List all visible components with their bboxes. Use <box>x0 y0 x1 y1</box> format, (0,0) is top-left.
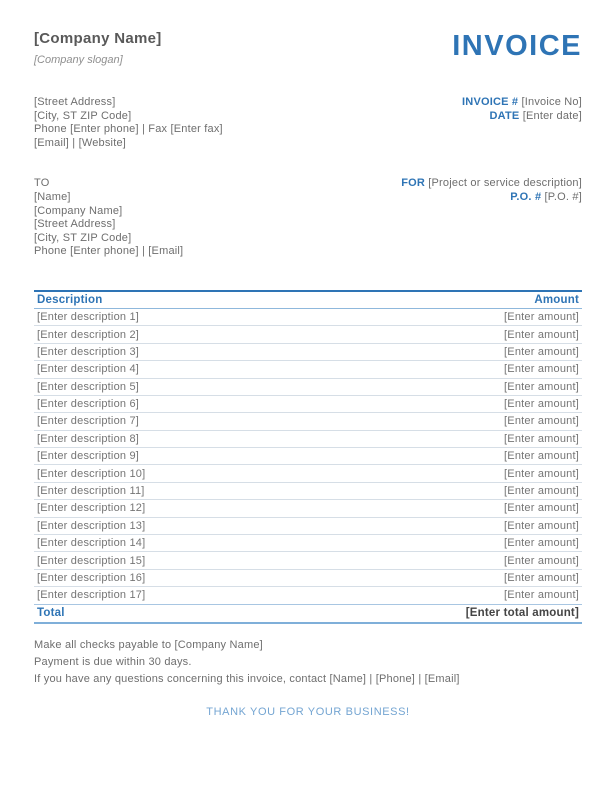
table-row <box>34 518 582 535</box>
description-cell[interactable]: [Enter description 9] <box>37 450 140 463</box>
table-row <box>34 570 582 587</box>
description-cell[interactable]: [Enter description 4] <box>37 363 140 376</box>
company-phone-fax[interactable]: Phone [Enter phone] | Fax [Enter fax] <box>34 123 223 136</box>
table-row <box>34 431 582 448</box>
description-cell[interactable]: [Enter description 15] <box>37 554 146 567</box>
invoice-date-value[interactable]: [Enter date] <box>522 109 582 122</box>
description-cell[interactable]: [Enter description 7] <box>37 415 140 428</box>
po-number-label: P.O. # <box>510 190 545 203</box>
company-street-address[interactable]: [Street Address] <box>34 96 116 108</box>
description-column-header: Description <box>37 293 103 306</box>
amount-cell[interactable]: [Enter amount] <box>504 467 579 480</box>
description-cell[interactable]: [Enter description 2] <box>37 328 140 341</box>
amount-cell[interactable]: [Enter amount] <box>504 450 579 463</box>
table-row <box>34 465 582 482</box>
po-number-value[interactable]: [P.O. #] <box>544 190 582 203</box>
bill-to-heading: TO <box>34 177 50 190</box>
amount-cell[interactable]: [Enter amount] <box>504 589 579 602</box>
document-title: INVOICE <box>452 30 582 62</box>
description-cell[interactable]: [Enter description 17] <box>37 589 146 602</box>
description-cell[interactable]: [Enter description 12] <box>37 502 146 515</box>
page-header <box>34 30 582 66</box>
invoice-date-line <box>462 110 582 124</box>
amount-column-header: Amount <box>534 293 579 306</box>
invoice-meta-block <box>462 96 582 150</box>
table-row <box>34 361 582 378</box>
amount-cell[interactable]: [Enter amount] <box>504 380 579 393</box>
company-name[interactable]: [Company Name] <box>34 30 162 47</box>
table-header-row <box>34 292 582 309</box>
total-row <box>34 605 582 624</box>
amount-cell[interactable]: [Enter amount] <box>504 398 579 411</box>
amount-cell[interactable]: [Enter amount] <box>504 363 579 376</box>
description-cell[interactable]: [Enter description 14] <box>37 537 146 550</box>
amount-cell[interactable]: [Enter amount] <box>504 519 579 532</box>
company-email-website[interactable]: [Email] | [Website] <box>34 136 127 149</box>
checks-payable-line: Make all checks payable to [Company Name] <box>34 638 263 651</box>
invoice-table-body <box>34 309 582 605</box>
billto-project-block <box>34 177 582 259</box>
table-row <box>34 379 582 396</box>
amount-cell[interactable]: [Enter amount] <box>504 328 579 341</box>
company-contact-block <box>34 96 223 150</box>
table-row <box>34 344 582 361</box>
table-row <box>34 552 582 569</box>
description-cell[interactable]: [Enter description 1] <box>37 311 140 324</box>
invoice-number-line <box>462 96 582 110</box>
description-cell[interactable]: [Enter description 8] <box>37 432 140 445</box>
description-cell[interactable]: [Enter description 16] <box>37 571 146 584</box>
amount-cell[interactable]: [Enter amount] <box>504 432 579 445</box>
project-meta-block <box>401 177 582 259</box>
table-row <box>34 535 582 552</box>
project-for-value[interactable]: [Project or service description] <box>428 177 582 190</box>
amount-cell[interactable]: [Enter amount] <box>504 311 579 324</box>
table-row <box>34 448 582 465</box>
bill-to-phone-email[interactable]: Phone [Enter phone] | [Email] <box>34 245 184 258</box>
table-row <box>34 483 582 500</box>
table-row <box>34 309 582 326</box>
invoice-number-value[interactable]: [Invoice No] <box>521 96 582 108</box>
payment-terms-block <box>34 637 582 688</box>
bill-to-company[interactable]: [Company Name] <box>34 204 123 217</box>
description-cell[interactable]: [Enter description 5] <box>37 380 140 393</box>
description-cell[interactable]: [Enter description 13] <box>37 519 146 532</box>
thank-you-message: THANK YOU FOR YOUR BUSINESS! <box>206 705 410 718</box>
payment-due-line: Payment is due within 30 days. <box>34 655 192 668</box>
table-row <box>34 396 582 413</box>
company-identity <box>34 30 162 66</box>
amount-cell[interactable]: [Enter amount] <box>504 485 579 498</box>
amount-cell[interactable]: [Enter amount] <box>504 502 579 515</box>
table-row <box>34 500 582 517</box>
table-row <box>34 326 582 343</box>
amount-cell[interactable]: [Enter amount] <box>504 554 579 567</box>
amount-cell[interactable]: [Enter amount] <box>504 415 579 428</box>
line-items-table <box>34 290 582 624</box>
description-cell[interactable]: [Enter description 6] <box>37 398 140 411</box>
table-row <box>34 587 582 604</box>
invoice-date-label: DATE <box>489 109 523 122</box>
description-cell[interactable]: [Enter description 10] <box>37 467 146 480</box>
contact-meta-block <box>34 96 582 150</box>
amount-cell[interactable]: [Enter amount] <box>504 345 579 358</box>
invoice-number-label: INVOICE # <box>462 96 522 108</box>
description-cell[interactable]: [Enter description 3] <box>37 345 140 358</box>
total-amount-value[interactable]: [Enter total amount] <box>465 607 579 620</box>
description-cell[interactable]: [Enter description 11] <box>37 485 145 498</box>
questions-contact-line: If you have any questions concerning this invoice, contact [Name] | [Phone] | [Email] <box>34 672 460 685</box>
bill-to-block <box>34 177 183 259</box>
amount-cell[interactable]: [Enter amount] <box>504 571 579 584</box>
project-for-line <box>401 177 582 191</box>
bill-to-city-state-zip[interactable]: [City, ST ZIP Code] <box>34 231 132 244</box>
project-for-label: FOR <box>401 177 429 190</box>
company-slogan[interactable]: [Company slogan] <box>34 54 123 66</box>
amount-cell[interactable]: [Enter amount] <box>504 537 579 550</box>
bill-to-name[interactable]: [Name] <box>34 190 71 203</box>
table-row <box>34 413 582 430</box>
total-label: Total <box>37 607 65 620</box>
po-number-line <box>401 191 582 205</box>
bill-to-street[interactable]: [Street Address] <box>34 218 116 231</box>
company-city-state-zip[interactable]: [City, ST ZIP Code] <box>34 109 132 122</box>
